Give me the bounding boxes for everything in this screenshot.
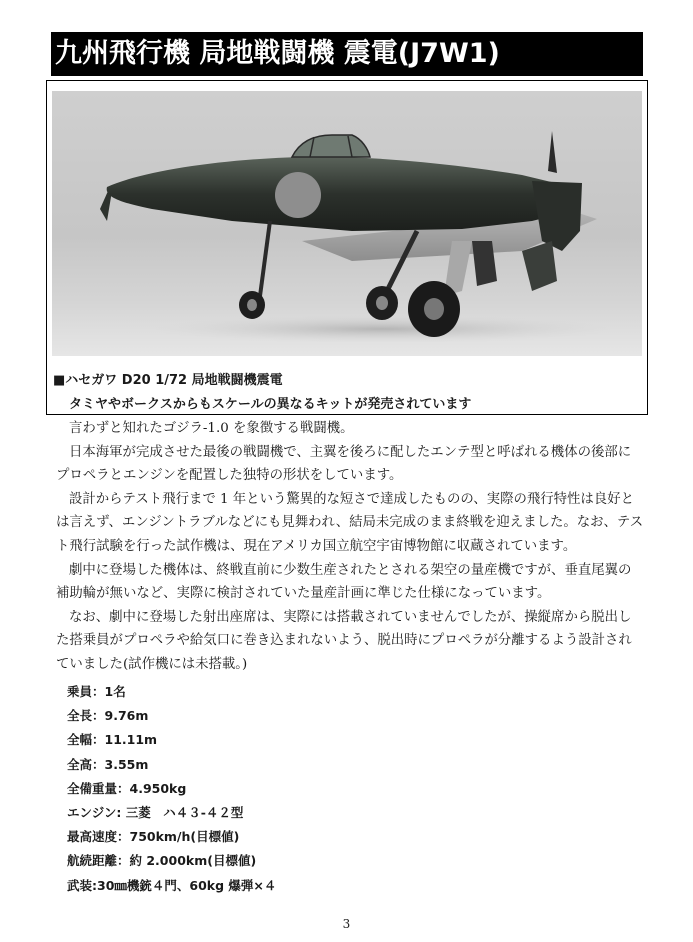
spec-weight: 全備重量：4.950kg	[67, 780, 187, 796]
photo-caption-note: タミヤやボークスからもスケールの異なるキットが発売されています	[69, 397, 472, 412]
spec-range: 航続距離：約 2.000km(目標値)	[67, 853, 257, 869]
spec-crew: 乗員：1名	[67, 684, 126, 699]
spec-length: 全長：9.76m	[67, 708, 149, 724]
spec-armament: 武装:30㎜機銃４門、60kg 爆弾×４	[67, 877, 277, 893]
spec-speed: 最高速度：750km/h(目標値)	[67, 829, 240, 845]
aircraft-model-photo	[52, 91, 642, 356]
page-title: 九州飛行機 局地戦闘機 震電(J7W1)	[51, 32, 643, 76]
photo-frame	[46, 80, 648, 415]
spec-list	[67, 680, 276, 898]
photo-caption-kit: ■ハセガワ D20 1/72 局地戦闘機震電	[53, 373, 283, 388]
spec-height: 全高：3.55m	[67, 756, 149, 772]
paragraph: なお、劇中に登場した射出座席は、実際には搭載されていませんでしたが、操縦席から脱出した搭乗員がプロペラや給気口に巻き込まれないよう、脱出時にプロペラが分離するよう設計されていました(試作機には未搭載。)	[56, 609, 632, 672]
spec-engine: エンジン: 三菱 ハ４３-４２型	[67, 805, 244, 821]
page-number: 3	[342, 917, 351, 931]
paragraph: 設計からテスト飛行まで 1 年という驚異的な短さで達成したものの、実際の飛行特性は良好とは言えず、エンジントラブルなどにも見舞われ、結局未完成のまま終戦を迎えました。なお、テスト飛行試験を行った試作機は、現在アメリカ国立航空宇宙博物館に収蔵されています。	[56, 491, 644, 554]
spec-span: 全幅：11.11m	[67, 732, 158, 748]
body-text	[56, 417, 644, 677]
paragraph: 劇中に登場した機体は、終戦直前に少数生産されたとされる架空の量産機ですが、垂直尾翼の補助輪が無いなど、実際に検討されていた量産計画に準じた仕様になっています。	[56, 562, 632, 602]
paragraph: 言わずと知れたゴジラ-1.0 を象徴する戦闘機。	[69, 421, 354, 436]
paragraph: 日本海軍が完成させた最後の戦闘機で、主翼を後ろに配したエンテ型と呼ばれる機体の後部にプロペラとエンジンを配置した独特の形状をしています。	[56, 444, 632, 484]
